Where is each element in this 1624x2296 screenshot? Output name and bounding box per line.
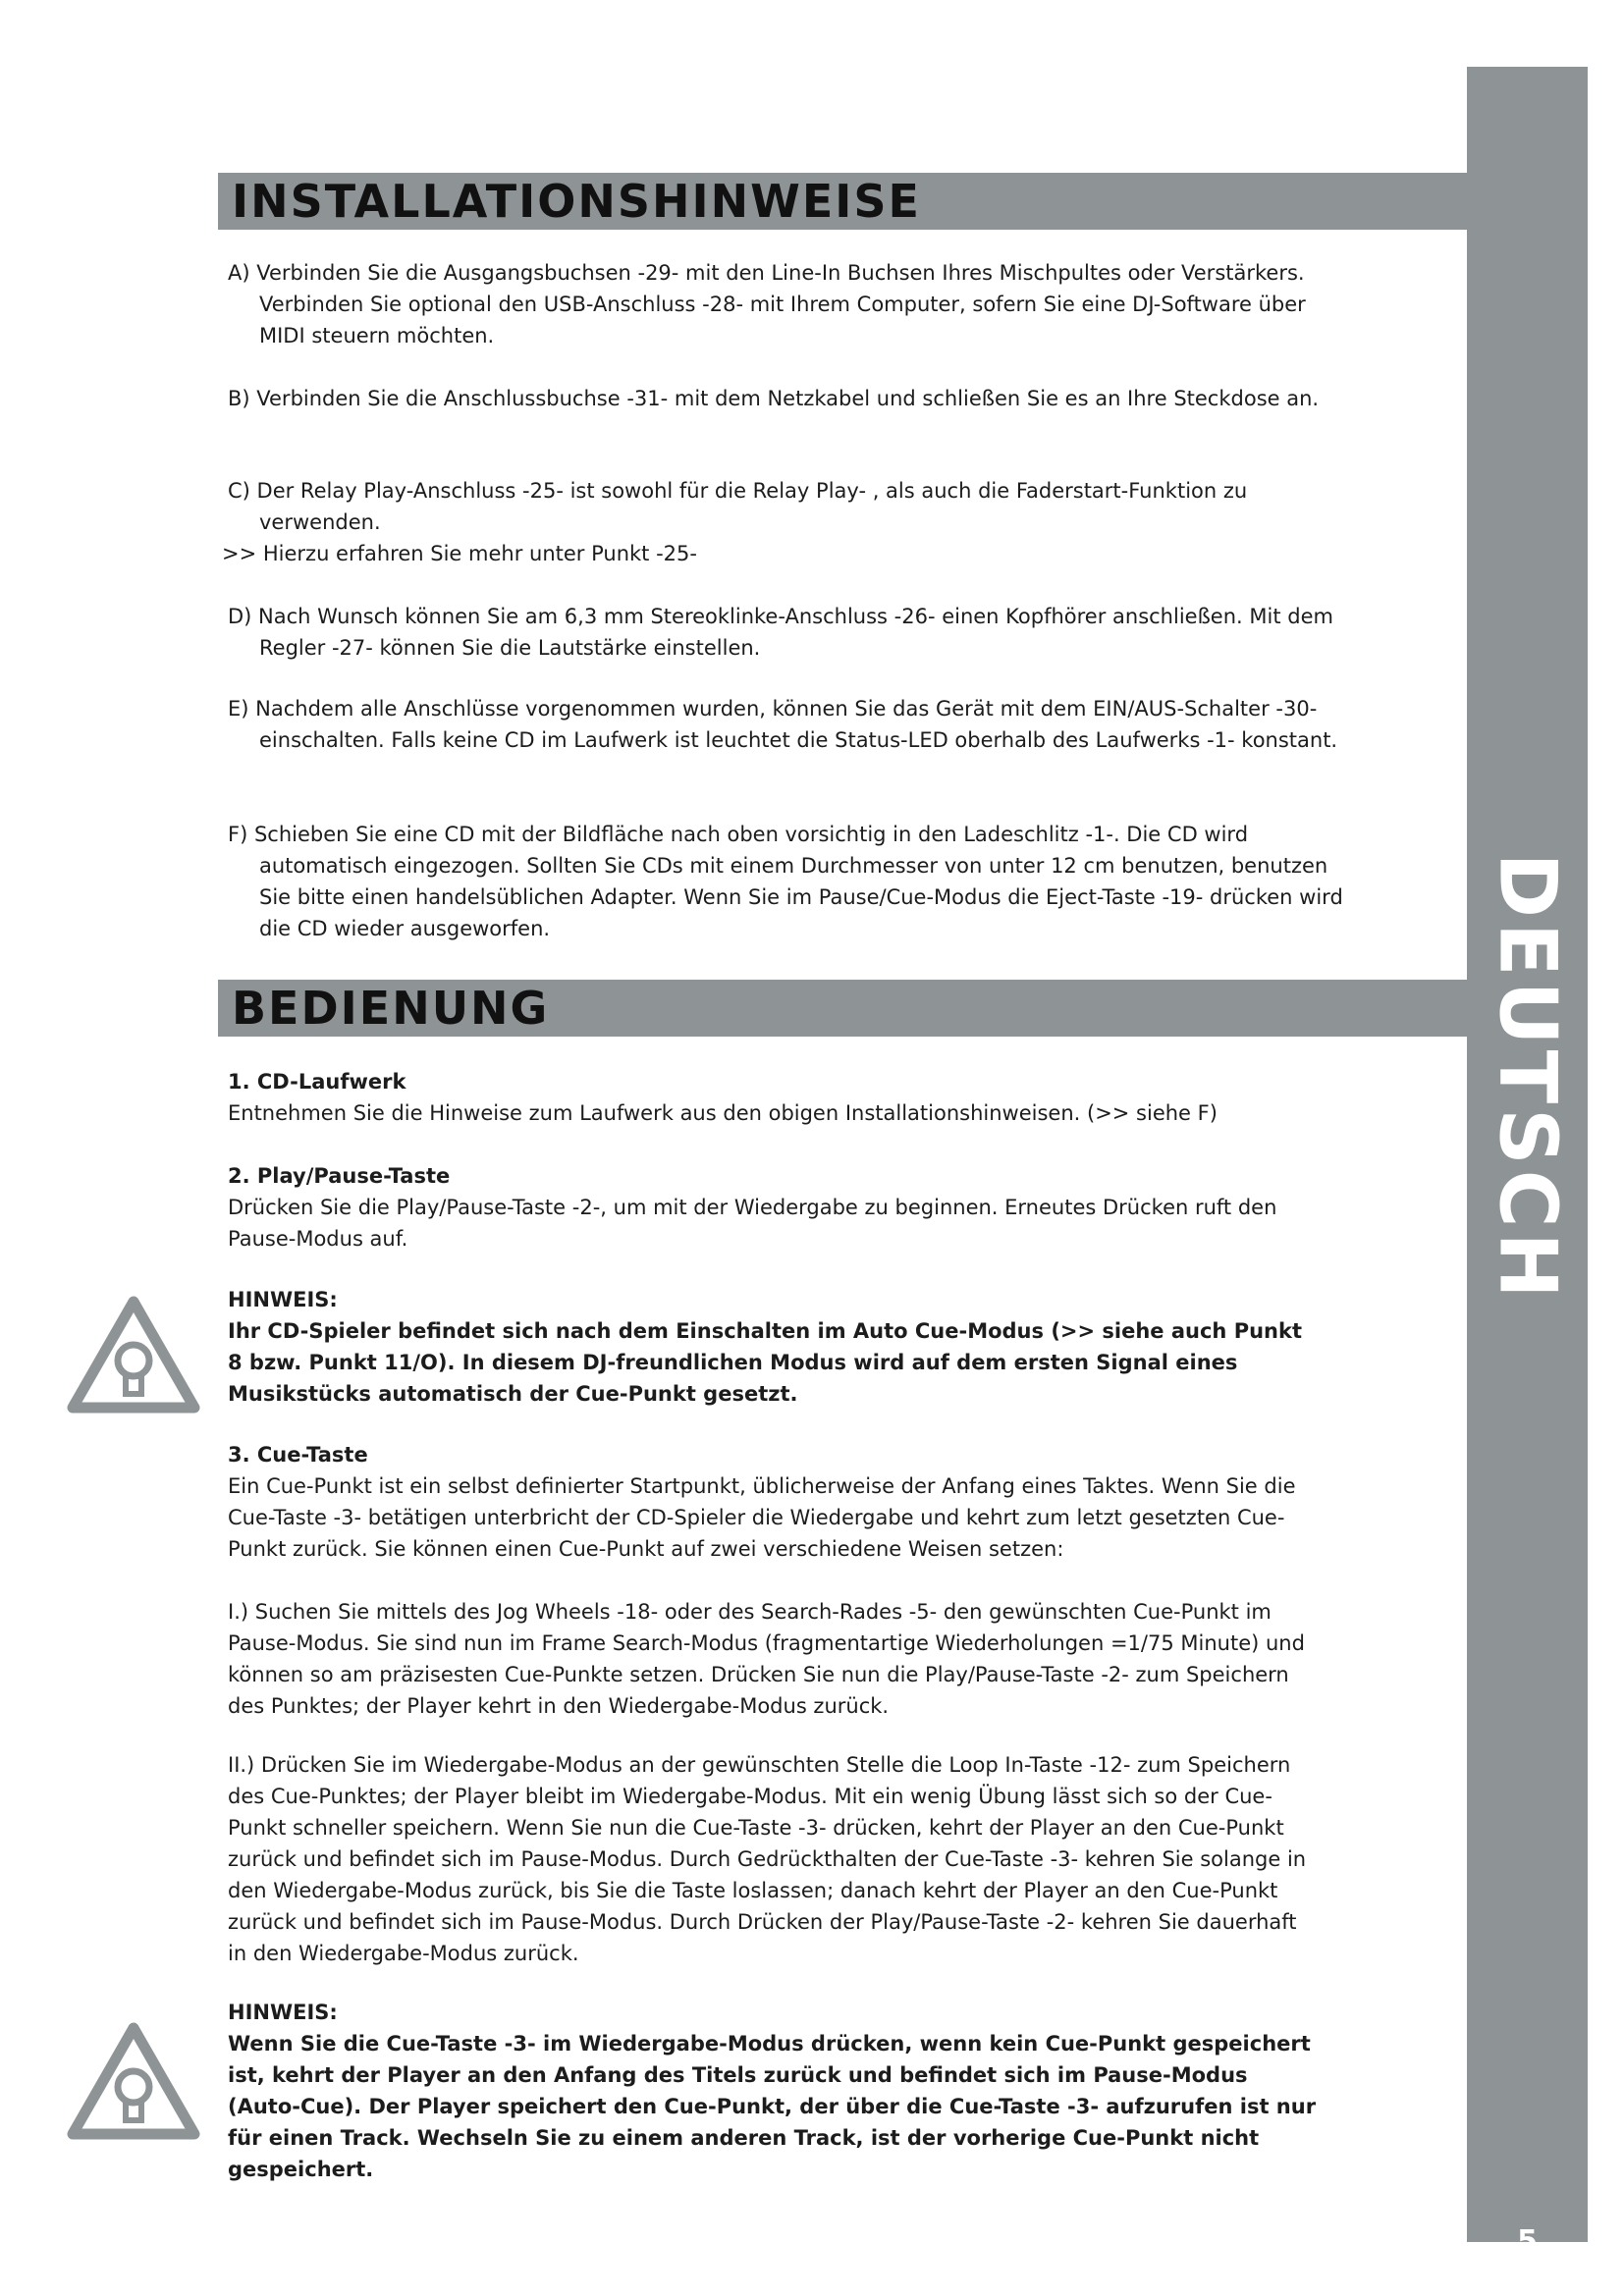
install-heading: INSTALLATIONSHINWEISE xyxy=(232,175,921,228)
note-1-text: Ihr CD-Spieler befindet sich nach dem Einschalten im Auto Cue-Modus (>> siehe auch Punkt 8 bzw. Punkt 11/O). In diesem DJ-freundlichen Modus wird auf dem ersten Signal eines Musikstücks automatisch der Cue-Punkt gesetzt. xyxy=(228,1319,1302,1406)
install-item-a: A) Verbinden Sie die Ausgangsbuchsen -29- mit den Line-In Buchsen Ihres Mischpultes oder Verstärkers. Verbinden Sie optional den USB-Anschluss -28- mit Ihrem Computer, sofern Sie eine DJ-Software über MIDI steuern möchten. xyxy=(228,261,1306,347)
section-3-method-1: I.) Suchen Sie mittels des Jog Wheels -18- oder des Search-Rades -5- den gewünschten Cue-Punkt im Pause-Modus. Sie sind nun im Frame Search-Modus (fragmentartige Wiederholungen =1/75 Minute) und können so am präzisesten Cue-Punkte setzen. Drücken Sie nun die Play/Pause-Taste -2- zum Speichern des Punktes; der Player kehrt in den Wiedergabe-Modus zurück. xyxy=(228,1600,1305,1718)
section-3-method-2: II.) Drücken Sie im Wiedergabe-Modus an der gewünschten Stelle die Loop In-Taste -12- zum Speichern des Cue-Punktes; der Player bleibt im Wiedergabe-Modus. Mit ein wenig Übung lässt sich so der Cue-Punkt schneller speichern. Wenn Sie nun die Cue-Taste -3- drücken, kehrt der Player an den Cue-Punkt zurück und befindet sich im Pause-Modus. Durch Gedrückthalten der Cue-Taste -3- kehren Sie solange in den Wiedergabe-Modus zurück, bis Sie die Taste loslassen; danach kehrt der Player an den Cue-Punkt zurück und befindet sich im Pause-Modus. Durch Drücken der Play/Pause-Taste -2- kehren Sie dauerhaft in den Wiedergabe-Modus zurück. xyxy=(228,1753,1307,1965)
note-2-title: HINWEIS: xyxy=(228,2001,338,2024)
install-item-b: B) Verbinden Sie die Anschlussbuchse -31- mit dem Netzkabel und schließen Sie es an Ihre Steckdose an. xyxy=(228,387,1320,410)
install-item-c: C) Der Relay Play-Anschluss -25- ist sowohl für die Relay Play- , als auch die Faderstart-Funktion zu verwenden. xyxy=(228,479,1248,534)
section-1-text: Entnehmen Sie die Hinweise zum Laufwerk aus den obigen Installationshinweisen. (>> siehe F) xyxy=(228,1101,1218,1125)
section-3-title: 3. Cue-Taste xyxy=(228,1443,368,1467)
language-label: DEUTSCH xyxy=(1482,852,1573,1304)
section-2-title: 2. Play/Pause-Taste xyxy=(228,1164,451,1188)
operation-heading: BEDIENUNG xyxy=(232,982,550,1035)
install-item-e: E) Nachdem alle Anschlüsse vorgenommen wurden, können Sie das Gerät mit dem EIN/AUS-Schalter -30- einschalten. Falls keine CD im Laufwerk ist leuchtet die Status-LED oberhalb des Laufwerks -1- konstant. xyxy=(228,697,1338,752)
install-heading-bar xyxy=(218,173,1467,230)
install-item-d: D) Nach Wunsch können Sie am 6,3 mm Stereoklinke-Anschluss -26- einen Kopfhörer anschließen. Mit dem Regler -27- können Sie die Lautstärke einstellen. xyxy=(228,605,1333,660)
language-sidebar xyxy=(1467,67,1588,2259)
section-1-title: 1. CD-Laufwerk xyxy=(228,1070,406,1094)
operation-heading-bar xyxy=(218,980,1467,1037)
warning-bulb-icon xyxy=(67,2022,200,2140)
note-1-title: HINWEIS: xyxy=(228,1288,338,1311)
install-item-f: F) Schieben Sie eine CD mit der Bildfläche nach oben vorsichtig in den Ladeschlitz -1-. Die CD wird automatisch eingezogen. Sollten Sie CDs mit einem Durchmesser von unter 12 cm benutzen, benutzen Sie bitte einen handelsüblichen Adapter. Wenn Sie im Pause/Cue-Modus die Eject-Taste -19- drücken wird die CD wieder ausgeworfen. xyxy=(228,823,1343,940)
section-3-text: Ein Cue-Punkt ist ein selbst definierter Startpunkt, üblicherweise der Anfang eines Taktes. Wenn Sie die Cue-Taste -3- betätigen unterbricht der CD-Spieler die Wiedergabe und kehrt zum letzt gesetzten Cue-Punkt zurück. Sie können einen Cue-Punkt auf zwei verschiedene Weisen setzen: xyxy=(228,1474,1296,1561)
warning-bulb-icon xyxy=(67,1296,200,1414)
note-2-text: Wenn Sie die Cue-Taste -3- im Wiedergabe-Modus drücken, wenn kein Cue-Punkt gespeichert ist, kehrt der Player an den Anfang des Titels zurück und befindet sich im Pause-Modus (Auto-Cue). Der Player speichert den Cue-Punkt, der über die Cue-Taste -3- aufzurufen ist nur für einen Track. Wechseln Sie zu einem anderen Track, ist der vorherige Cue-Punkt nicht gespeichert. xyxy=(228,2032,1317,2181)
page-number: 5 xyxy=(1517,2224,1538,2259)
section-2-text: Drücken Sie die Play/Pause-Taste -2-, um mit der Wiedergabe zu beginnen. Erneutes Drücken ruft den Pause-Modus auf. xyxy=(228,1196,1277,1251)
install-note-c: >> Hierzu erfahren Sie mehr unter Punkt -25- xyxy=(222,542,697,565)
